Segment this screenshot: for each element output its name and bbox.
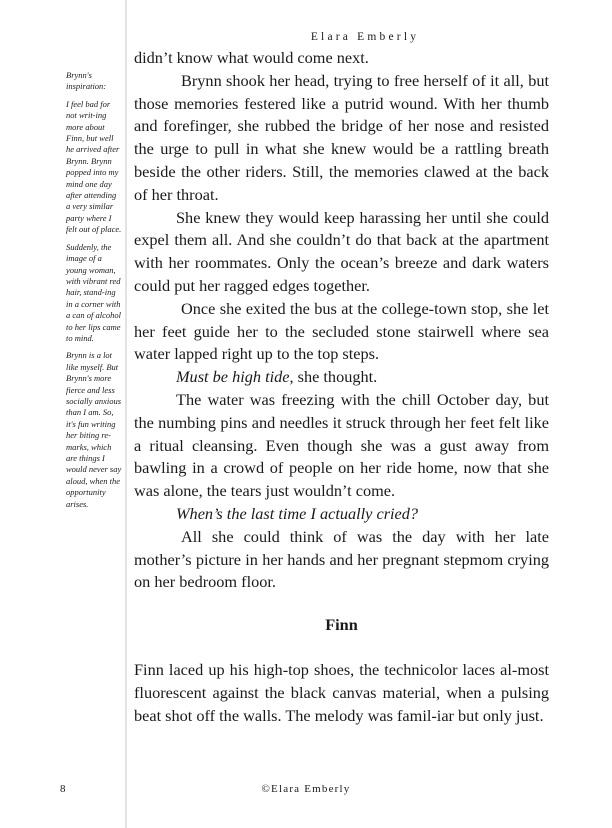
paragraph-text: , she thought. [289, 367, 378, 387]
margin-note: I feel bad for not writ-ing more about Finn, but well he arrived after Brynn. Brynn popped into my mind one day after attending a very similar party where I felt out of place. [66, 98, 122, 235]
paragraph: She knew they would keep harassing her until she could expel them all. And she couldn’t do that back at the apartment with her roommates. Only the ocean’s breeze and dark waters could put her ragged edges together. [134, 207, 549, 295]
paragraph: Brynn shook her head, trying to free herself of it all, but those memories festered like a putrid wound. With her thumb and forefinger, she rubbed the bridge of her nose and resisted the urge to pull in what she knew would be a rattling breath beside the other riders. Still, the memories clawed at the back of her throat. [134, 70, 549, 204]
running-header: Elara Emberly [310, 31, 420, 43]
margin-note-heading: Brynn's inspiration: [66, 70, 107, 92]
margin-divider [125, 0, 127, 828]
margin-note: Suddenly, the image of a young woman, with vibrant red hair, stand-ing in a corner with a can of alcohol to her lips came to mind. [66, 241, 122, 343]
paragraph: Once she exited the bus at the college-town stop, she let her feet guide her to the secluded stone stairwell where sea water lapped right up to the top steps. [134, 298, 549, 364]
paragraph: Finn laced up his high-top shoes, the technicolor laces al-most fluorescent against the black canvas material, when a pulsing beat shot off the walls. The melody was famil-iar but only just. [134, 659, 549, 725]
italic-thought: Must be high tide [176, 367, 290, 387]
margin-note: Brynn is a lot like myself. But Brynn's more fierce and less socially anxious than I am. So, it's fun writing her biting re-marks, which are things I would never say aloud, when the opportunity arises. [66, 350, 122, 509]
paragraph: The water was freezing with the chill October day, but the numbing pins and needles it struck through her feet felt like a ritual cleansing. Even though she was a gust away from bawling in a crowd of people on her ride home, now that she was alone, the tears just wouldn’t come. [134, 389, 549, 501]
story-body [134, 47, 549, 727]
author-margin-notes [66, 70, 122, 516]
paragraph [134, 366, 549, 389]
paragraph: didn’t know what would come next. [134, 48, 369, 67]
paragraph: All she could think of was the day with her late mother’s picture in her hands and her pregnant stepmom crying on her bedroom floor. [134, 526, 549, 592]
italic-thought: When’s the last time I actually cried? [176, 503, 419, 523]
page-number: 8 [60, 783, 66, 795]
section-title: Finn [325, 615, 358, 635]
copyright-footer: ©Elara Emberly [261, 783, 351, 795]
